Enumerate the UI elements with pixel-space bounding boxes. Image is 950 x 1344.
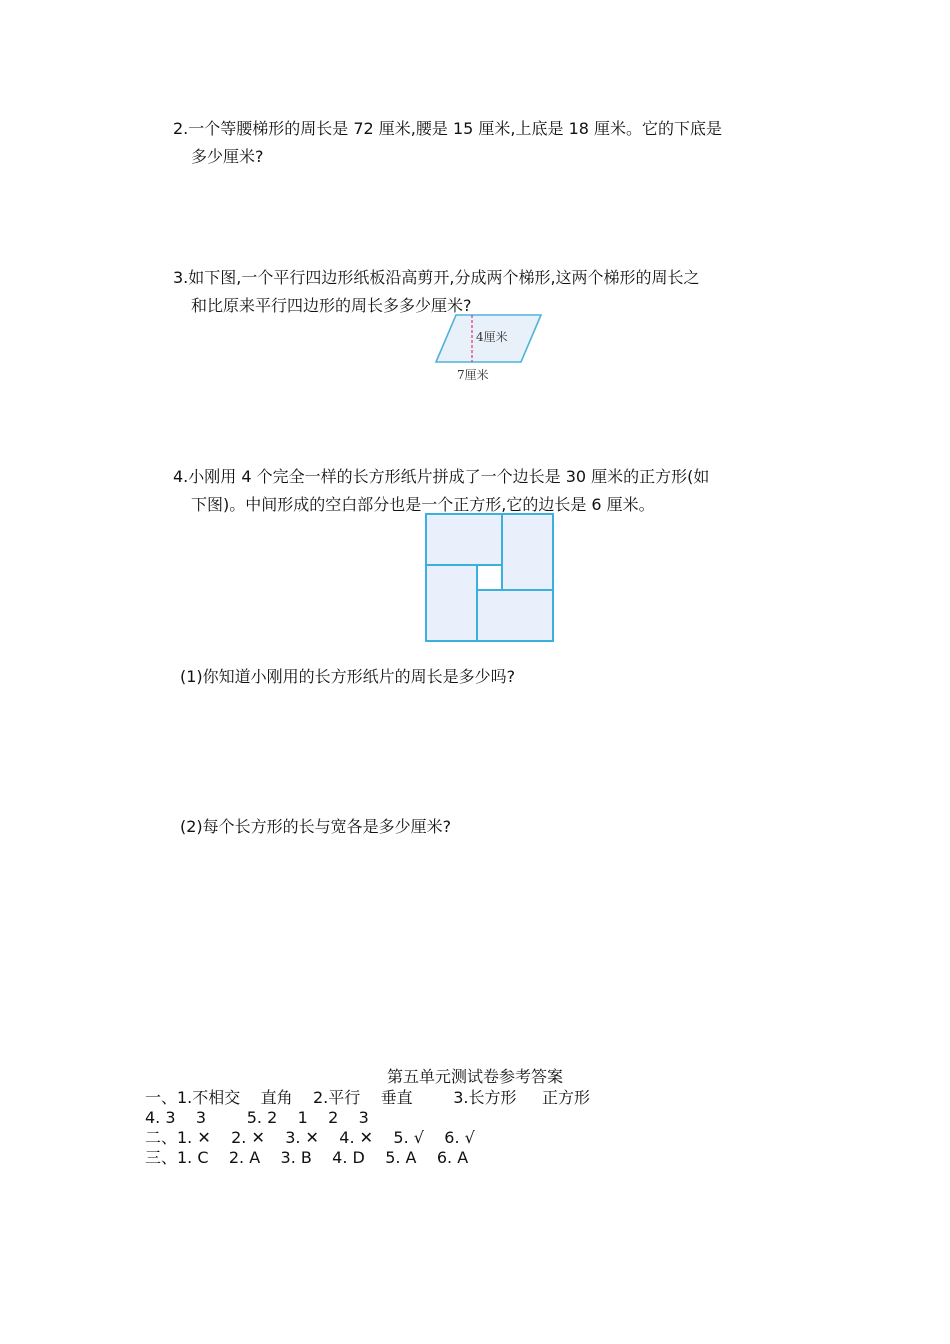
- answers-line-2: 4. 3 3 5. 2 1 2 3: [145, 1108, 369, 1127]
- question-4-sub1: (1)你知道小刚用的长方形纸片的周长是多少吗?: [180, 667, 516, 686]
- rectangle-bottom-left: [426, 565, 477, 641]
- question-2: [173, 115, 813, 171]
- question-4-sub2: (2)每个长方形的长与宽各是多少厘米?: [180, 817, 452, 836]
- question-4-line2: 下图)。中间形成的空白部分也是一个正方形,它的边长是 6 厘米。: [191, 495, 655, 514]
- parallelogram-figure: [430, 308, 550, 388]
- rectangle-bottom-right: [477, 590, 553, 641]
- answers-line-3: 二、1. ✕ 2. ✕ 3. ✕ 4. ✕ 5. √ 6. √: [145, 1128, 475, 1147]
- rectangle-top-right: [502, 514, 553, 590]
- question-2-line2: 多少厘米?: [191, 147, 264, 166]
- question-4-line1: 4.小刚用 4 个完全一样的长方形纸片拼成了一个边长是 30 厘米的正方形(如: [173, 467, 710, 486]
- question-2-line1: 2.一个等腰梯形的周长是 72 厘米,腰是 15 厘米,上底是 18 厘米。它的下底是: [173, 119, 723, 138]
- rectangle-top-left: [426, 514, 502, 565]
- answers-line-4: 三、1. C 2. A 3. B 4. D 5. A 6. A: [145, 1148, 469, 1167]
- center-square: [477, 565, 502, 590]
- question-3-line2: 和比原来平行四边形的周长多多少厘米?: [191, 296, 472, 315]
- square-pinwheel-figure: [422, 511, 558, 645]
- base-label: 7厘米: [457, 368, 489, 382]
- height-label: 4厘米: [476, 330, 508, 344]
- question-3-line1: 3.如下图,一个平行四边形纸板沿高剪开,分成两个梯形,这两个梯形的周长之: [173, 268, 700, 287]
- answers-title: 第五单元测试卷参考答案: [386, 1067, 563, 1086]
- answers-line-1: 一、1.不相交 直角 2.平行 垂直 3.长方形 正方形: [145, 1088, 590, 1107]
